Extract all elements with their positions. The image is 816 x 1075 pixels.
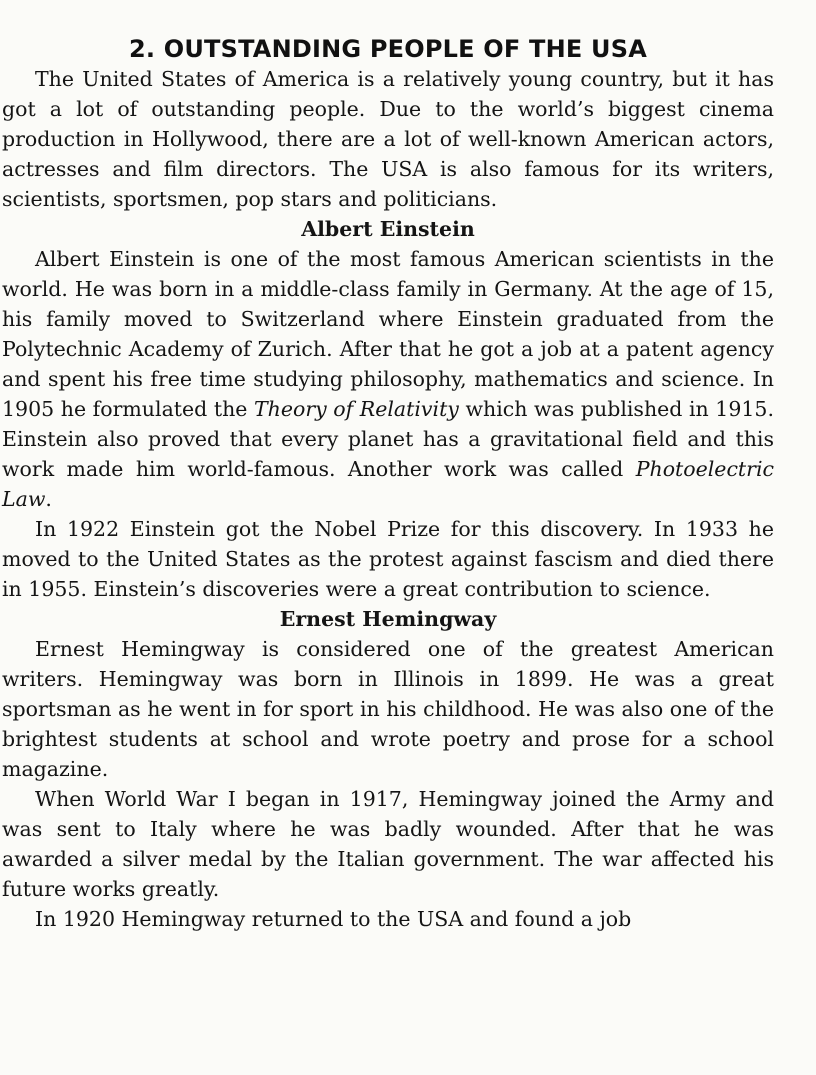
einstein-p1-text-b: which was published in 1915. Einstein also proved that every planet has a gravitational field and this work made him world-famous. Another work was called xyxy=(2,397,774,481)
photoelectric-law-term: Photoelectric Law xyxy=(2,457,774,511)
einstein-p1-text-a: Albert Einstein is one of the most famous American scientists in the world. He was born in a middle-class family in Germany. At the age of 15, his family moved to Switzerland where Einstein graduated from the Polytechnic Academy of Zurich. After that he got a job at a patent agency and spent his free time studying philosophy, mathematics and science. In 1905 he formulated the xyxy=(2,247,774,421)
hemingway-paragraph-1: Ernest Hemingway is considered one of the greatest American writers. Hemingway was born in Illinois in 1899. He was a great sportsman as he went in for sport in his childhood. He was also one of the brightest students at school and wrote poetry and prose for a school magazine. xyxy=(2,637,774,781)
theory-of-relativity-term: Theory of Relativity xyxy=(254,397,459,421)
hemingway-paragraph-3: In 1920 Hemingway returned to the USA and found a job xyxy=(35,907,632,931)
hemingway-heading: Ernest Hemingway xyxy=(279,607,497,631)
einstein-paragraph-2: In 1922 Einstein got the Nobel Prize for this discovery. In 1933 he moved to the United States as the protest against fascism and died there in 1955. Einstein’s discoveries were a great contribution to science. xyxy=(2,517,774,601)
einstein-p1-text-c: . xyxy=(45,487,52,511)
einstein-paragraph-1 xyxy=(2,244,774,514)
einstein-heading: Albert Einstein xyxy=(301,217,475,241)
intro-paragraph: The United States of America is a relatively young country, but it has got a lot of outstanding people. Due to the world’s biggest cinema production in Hollywood, there are a lot of well-known American actors, actresses and film directors. The USA is also famous for its writers, scientists, sportsmen, pop stars and politicians. xyxy=(2,67,774,211)
hemingway-paragraph-2: When World War I began in 1917, Hemingway joined the Army and was sent to Italy where he was badly wounded. After that he was awarded a silver medal by the Italian government. The war affected his future works greatly. xyxy=(2,787,774,901)
page-title: 2. OUTSTANDING PEOPLE OF THE USA xyxy=(128,35,647,63)
